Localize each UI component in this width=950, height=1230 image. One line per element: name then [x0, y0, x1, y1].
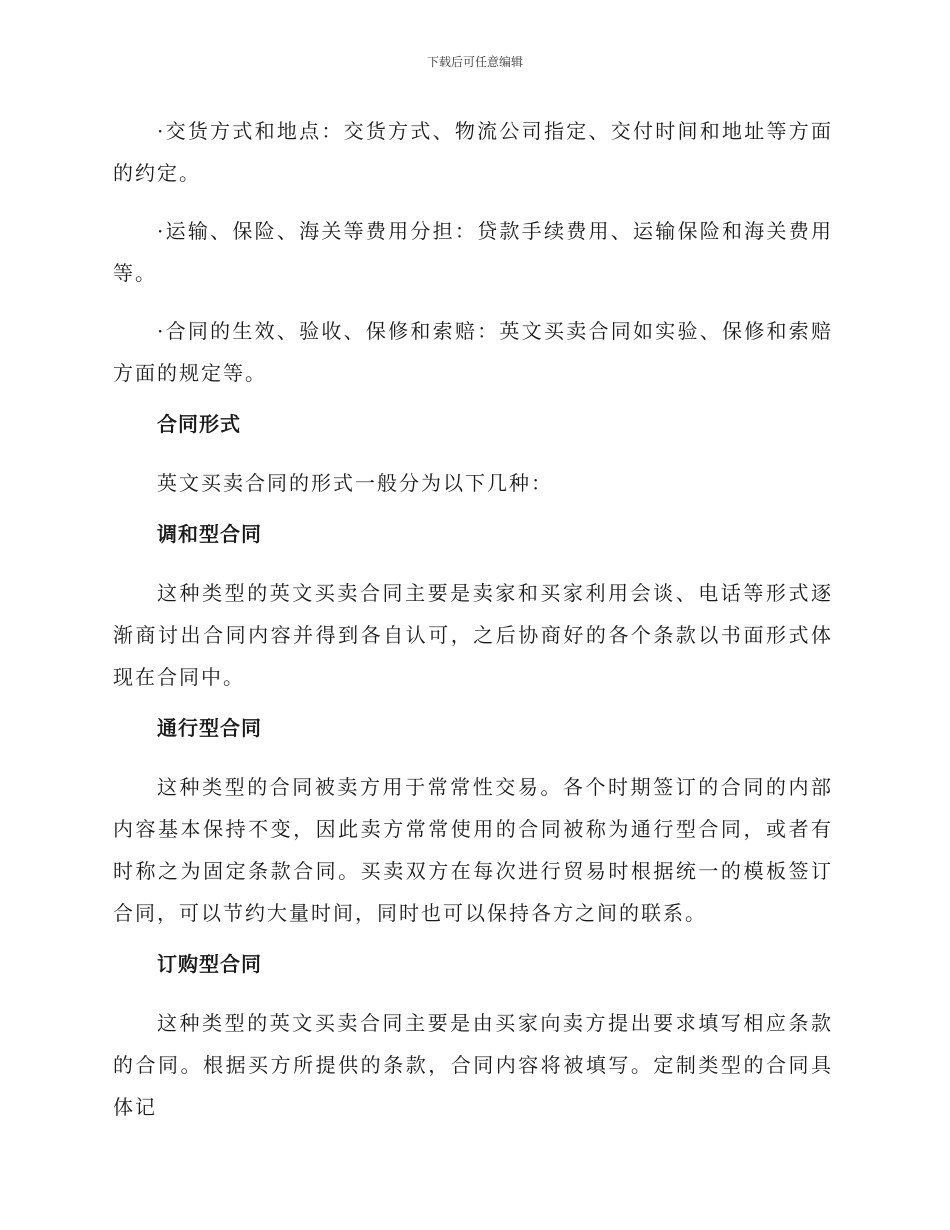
heading-general-contract: 通行型合同 [157, 716, 262, 740]
intro-contract-form: 英文买卖合同的形式一般分为以下几种： [157, 471, 553, 495]
bullet-delivery: ·交货方式和地点：交货方式、物流公司指定、交付时间和地址等方面的约定。 [113, 119, 833, 185]
heading-contract-form: 合同形式 [157, 412, 241, 436]
bullet-effect: ·合同的生效、验收、保修和索赔：英文买卖合同如实验、保修和索赔方面的规定等。 [113, 319, 833, 385]
heading-order-contract: 订购型合同 [157, 952, 262, 976]
document-body [113, 110, 833, 1144]
para-order-contract: 这种类型的英文买卖合同主要是由买家向卖方提出要求填写相应条款的合同。根据买方所提供的条款，合同内容将被填写。定制类型的合同具体记 [113, 1011, 833, 1119]
para-general-contract: 这种类型的合同被卖方用于常常性交易。各个时期签订的合同的内部内容基本保持不变，因此卖方常常使用的合同被称为通行型合同，或者有时称之为固定条款合同。买卖双方在每次进行贸易时根据统一的模板签订合同，可以节约大量时间，同时也可以保持各方之间的联系。 [113, 775, 833, 925]
bullet-costs: ·运输、保险、海关等费用分担：贷款手续费用、运输保险和海关费用等。 [113, 219, 833, 285]
heading-harmonized-contract: 调和型合同 [157, 522, 262, 546]
page-header: 下载后可任意编辑 [426, 55, 523, 69]
para-harmonized-contract: 这种类型的英文买卖合同主要是卖家和买家利用会谈、电话等形式逐渐商讨出合同内容并得到各自认可，之后协商好的各个条款以书面形式体现在合同中。 [113, 581, 833, 689]
